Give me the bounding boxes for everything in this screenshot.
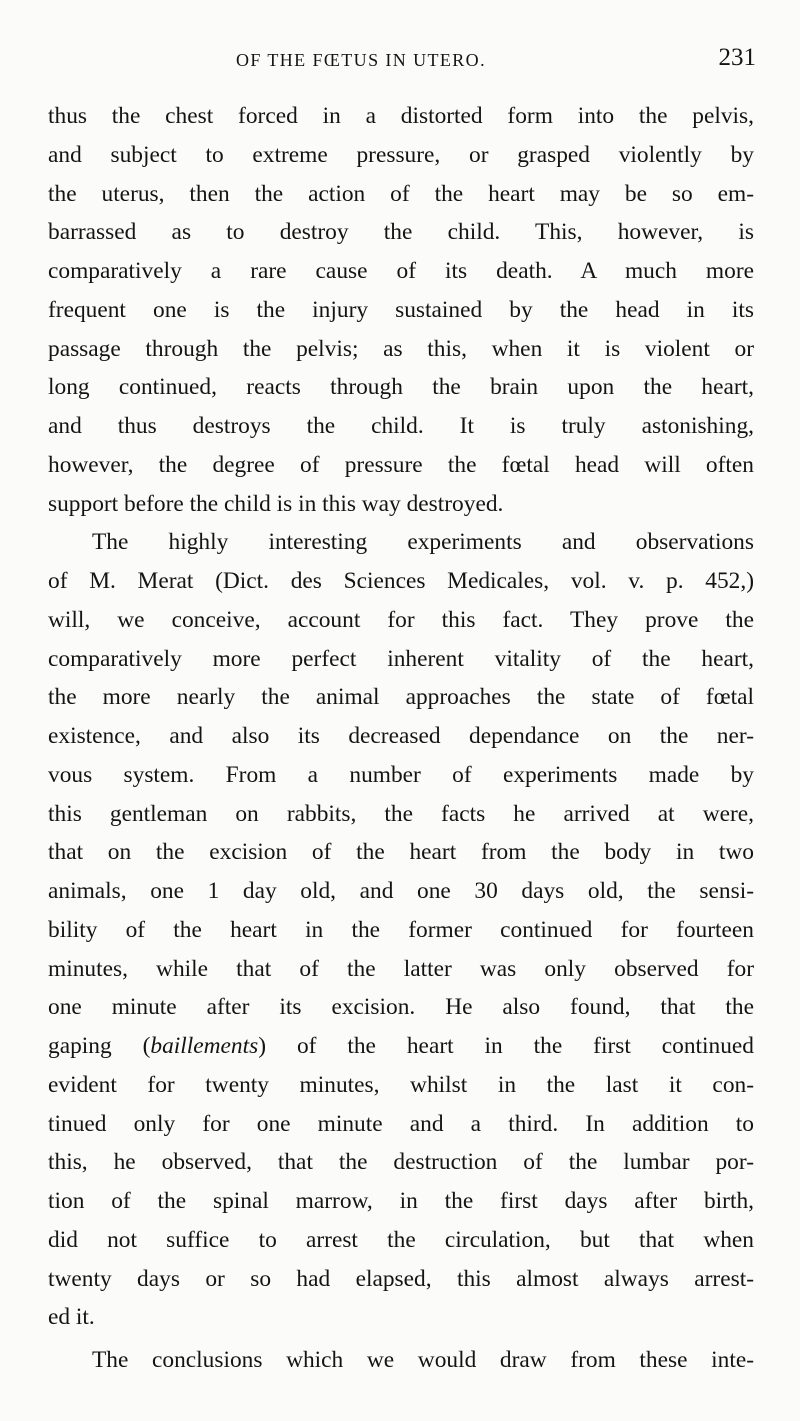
text-line: will, we conceive, account for this fact. They prove the <box>48 606 754 633</box>
running-head <box>46 44 756 80</box>
text-line: ed it. <box>48 1304 95 1331</box>
text-line: comparatively more perfect inherent vitality of the heart, <box>48 645 754 672</box>
text-line: comparatively a rare cause of its death. A much more <box>48 258 754 284</box>
text-line: animals, one 1 day old, and one 30 days old, the sensi- <box>48 878 754 904</box>
text-line: tion of the spinal marrow, in the first days after birth, <box>48 1188 754 1214</box>
text-line: this, he observed, that the destruction of the lumbar por- <box>48 1149 754 1176</box>
body-text <box>48 97 754 1380</box>
text-line: minutes, while that of the latter was only observed for <box>48 955 754 982</box>
paragraph-2 <box>48 523 754 1337</box>
paragraph-3 <box>48 1341 754 1380</box>
text-line: did not suffice to arrest the circulation, but that when <box>48 1226 754 1253</box>
text-line: of M. Merat (Dict. des Sciences Medicales, vol. v. p. 452,) <box>48 568 754 594</box>
italic-term: baillements <box>150 1033 259 1059</box>
text-line: this gentleman on rabbits, the facts he arrived at were, <box>48 800 754 827</box>
text-line: thus the chest forced in a distorted form into the pelvis, <box>48 103 754 129</box>
text-line: one minute after its excision. He also found, that the <box>48 994 754 1021</box>
text-line: evident for twenty minutes, whilst in the last it con- <box>48 1071 754 1098</box>
text-line: tinued only for one minute and a third. In addition to <box>48 1110 754 1137</box>
page-number: 231 <box>718 44 756 71</box>
text-line: passage through the pelvis; as this, when it is violent or <box>48 335 754 362</box>
text-line: the uterus, then the action of the heart may be so em- <box>48 180 754 207</box>
text-line: and thus destroys the child. It is truly astonishing, <box>48 413 754 439</box>
text-line: twenty days or so had elapsed, this almost always arrest- <box>48 1265 754 1292</box>
text-line: however, the degree of pressure the fœtal head will often <box>48 451 754 478</box>
text-line: frequent one is the injury sustained by the head in its <box>48 296 754 323</box>
text-line: gaping (baillements) of the heart in the first continued <box>48 1033 754 1059</box>
text-line: bility of the heart in the former continued for fourteen <box>48 916 754 943</box>
text-line: that on the excision of the heart from the body in two <box>48 839 754 866</box>
running-title: OF THE FŒTUS IN UTERO. <box>236 50 486 70</box>
text-line: the more nearly the animal approaches the state of fœtal <box>48 684 754 711</box>
text-line: and subject to extreme pressure, or grasped violently by <box>48 141 754 168</box>
text-line: The conclusions which we would draw from these inte- <box>92 1347 754 1373</box>
text-line: existence, and also its decreased dependance on the ner- <box>48 723 754 749</box>
text-line: support before the child is in this way destroyed. <box>48 490 504 517</box>
text-line: long continued, reacts through the brain upon the heart, <box>48 374 754 401</box>
paragraph-1 <box>48 97 754 523</box>
text-line: barrassed as to destroy the child. This, however, is <box>48 219 754 246</box>
text-line: The highly interesting experiments and observations <box>92 529 754 556</box>
text-line: vous system. From a number of experiments made by <box>48 761 754 788</box>
